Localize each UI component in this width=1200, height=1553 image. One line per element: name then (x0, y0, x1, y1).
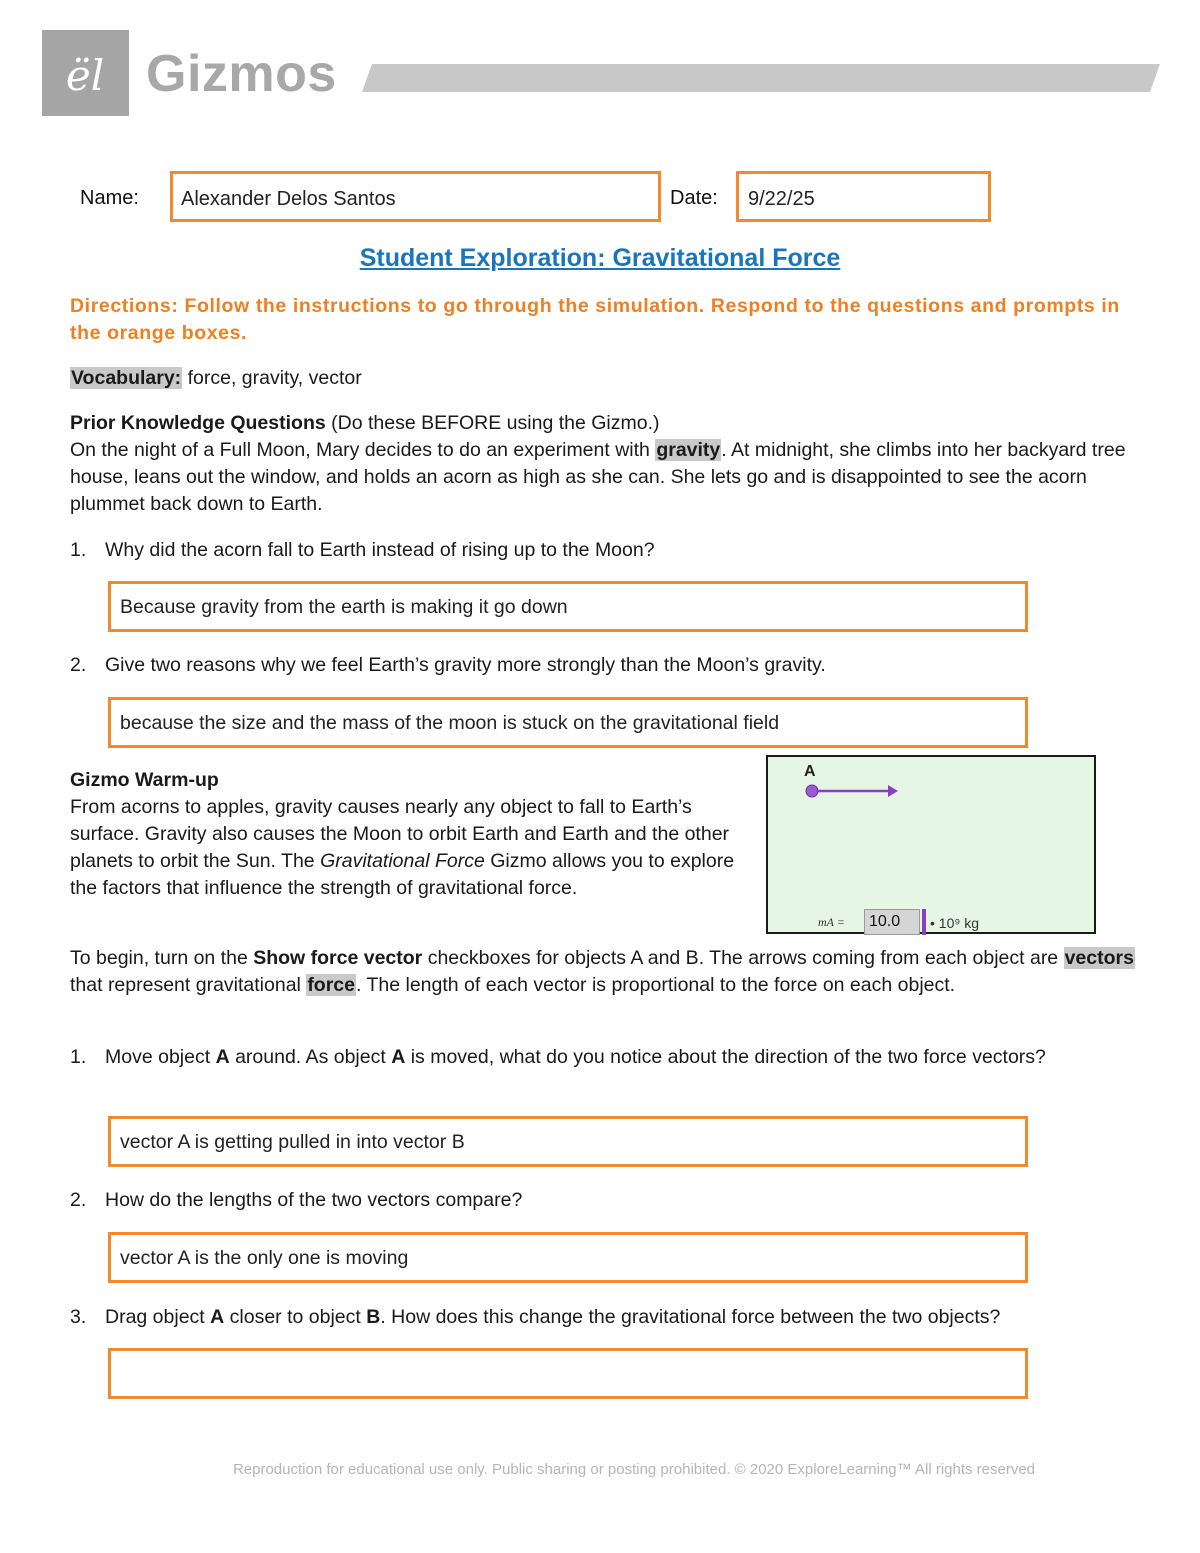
answer-box[interactable]: vector A is the only one is moving (108, 1232, 1028, 1283)
date-label: Date: (670, 187, 718, 209)
force-vector-arrow-icon (804, 781, 904, 801)
answer-box[interactable]: because the size and the mass of the moon is stuck on the gravitational field (108, 697, 1028, 748)
term-vectors: vectors (1064, 947, 1134, 969)
instr-text: checkboxes for objects A and B. The arrows coming from each object are (427, 947, 1059, 969)
answer-box[interactable]: vector A is getting pulled in into vector B (108, 1116, 1028, 1167)
vocabulary-terms: force, gravity, vector (187, 367, 362, 389)
warmup-text-continued: Gizmo allows you to explore the factors that influence the strength of gravitational force. (70, 850, 735, 899)
mass-input: 10.0 (864, 909, 920, 935)
footer-copyright: Reproduction for educational use only. Public sharing or posting prohibited. © 2020 ExploreLearning™ All rights reserved (232, 1461, 1036, 1478)
question-text: Why did the acorn fall to Earth instead of rising up to the Moon? (105, 539, 655, 561)
q-text: around. As object (235, 1046, 386, 1068)
q-text: Move object (105, 1046, 211, 1068)
header-decorative-bar (362, 64, 1160, 92)
question-number: 3. (70, 1306, 87, 1328)
question-number: 1. (70, 1046, 87, 1068)
intro-text-continued: . At midnight, she climbs into her backyard tree house, leans out the window, and holds an acorn as high as she can. She lets go and is disappointed to see the acorn plummet back down to Earth. (70, 439, 1126, 515)
instructions-paragraph (70, 945, 1150, 999)
mass-label: mA = (818, 915, 845, 929)
question-number: 1. (70, 539, 87, 561)
prior-knowledge-heading: Prior Knowledge Questions (70, 412, 326, 434)
vocabulary-label: Vocabulary: (71, 367, 182, 389)
question-number: 2. (70, 654, 87, 676)
instr-text: . The length of each vector is proportional to the force on each object. (356, 974, 956, 996)
name-label: Name: (80, 187, 139, 209)
warmup-text: From acorns to apples, gravity causes nearly any object to fall to Earth’s surface. Gravity also causes the Moon to orbit Earth and Earth and the other planets to orbit the Sun. The (70, 796, 730, 872)
gizmos-brand: Gizmos (146, 45, 337, 103)
q-text: is moved, what do you notice about the direction of the two force vectors? (410, 1046, 1046, 1068)
explorelearning-logo (42, 30, 129, 116)
term-gravity: gravity (656, 439, 721, 461)
question-text: Give two reasons why we feel Earth’s gravity more strongly than the Moon’s gravity. (105, 654, 826, 676)
question-text (105, 1304, 1125, 1331)
warmup-heading: Gizmo Warm-up (70, 769, 219, 791)
vocabulary-line (70, 365, 362, 392)
prior-knowledge-note: (Do these BEFORE using the Gizmo.) (331, 412, 660, 434)
intro-text: On the night of a Full Moon, Mary decides to do an experiment with (70, 439, 650, 461)
instr-text: To begin, turn on the (70, 947, 248, 969)
directions-text: Directions: Follow the instructions to go through the simulation. Respond to the questions and prompts in the orange boxes. (70, 295, 1120, 344)
warmup-paragraph (70, 794, 760, 902)
prior-knowledge-intro (70, 437, 1150, 518)
name-field[interactable]: Alexander Delos Santos (170, 171, 661, 222)
gizmo-name: Gravitational Force (320, 850, 485, 872)
object-label: A (391, 1046, 406, 1068)
object-label: B (366, 1306, 381, 1328)
mass-unit: • 10⁹ kg (930, 915, 980, 931)
term-force: force (307, 974, 355, 996)
answer-box[interactable] (108, 1348, 1028, 1399)
question-number: 2. (70, 1189, 87, 1211)
gizmo-simulation-screenshot (766, 755, 1096, 934)
document-title: Student Exploration: Gravitational Force (359, 244, 841, 272)
prior-knowledge-section (70, 410, 1150, 518)
q-text: . How does this change the gravitational force between the two objects? (380, 1306, 1001, 1328)
show-force-vector-text: Show force vector (253, 947, 423, 969)
object-label: A (210, 1306, 225, 1328)
instr-text: that represent gravitational (70, 974, 301, 996)
answer-box[interactable]: Because gravity from the earth is making it go down (108, 581, 1028, 632)
object-a-label: A (804, 763, 816, 780)
mass-slider-handle (922, 909, 926, 935)
object-label: A (215, 1046, 230, 1068)
svg-text:ël: ël (65, 51, 105, 100)
date-field[interactable]: 9/22/25 (736, 171, 991, 222)
el-logo-icon (42, 30, 129, 116)
prior-knowledge-heading-line (70, 410, 1150, 437)
q-text: closer to object (229, 1306, 361, 1328)
q-text: Drag object (105, 1306, 205, 1328)
question-text (105, 1044, 1125, 1071)
question-text: How do the lengths of the two vectors compare? (105, 1189, 523, 1211)
warmup-section (70, 767, 760, 902)
